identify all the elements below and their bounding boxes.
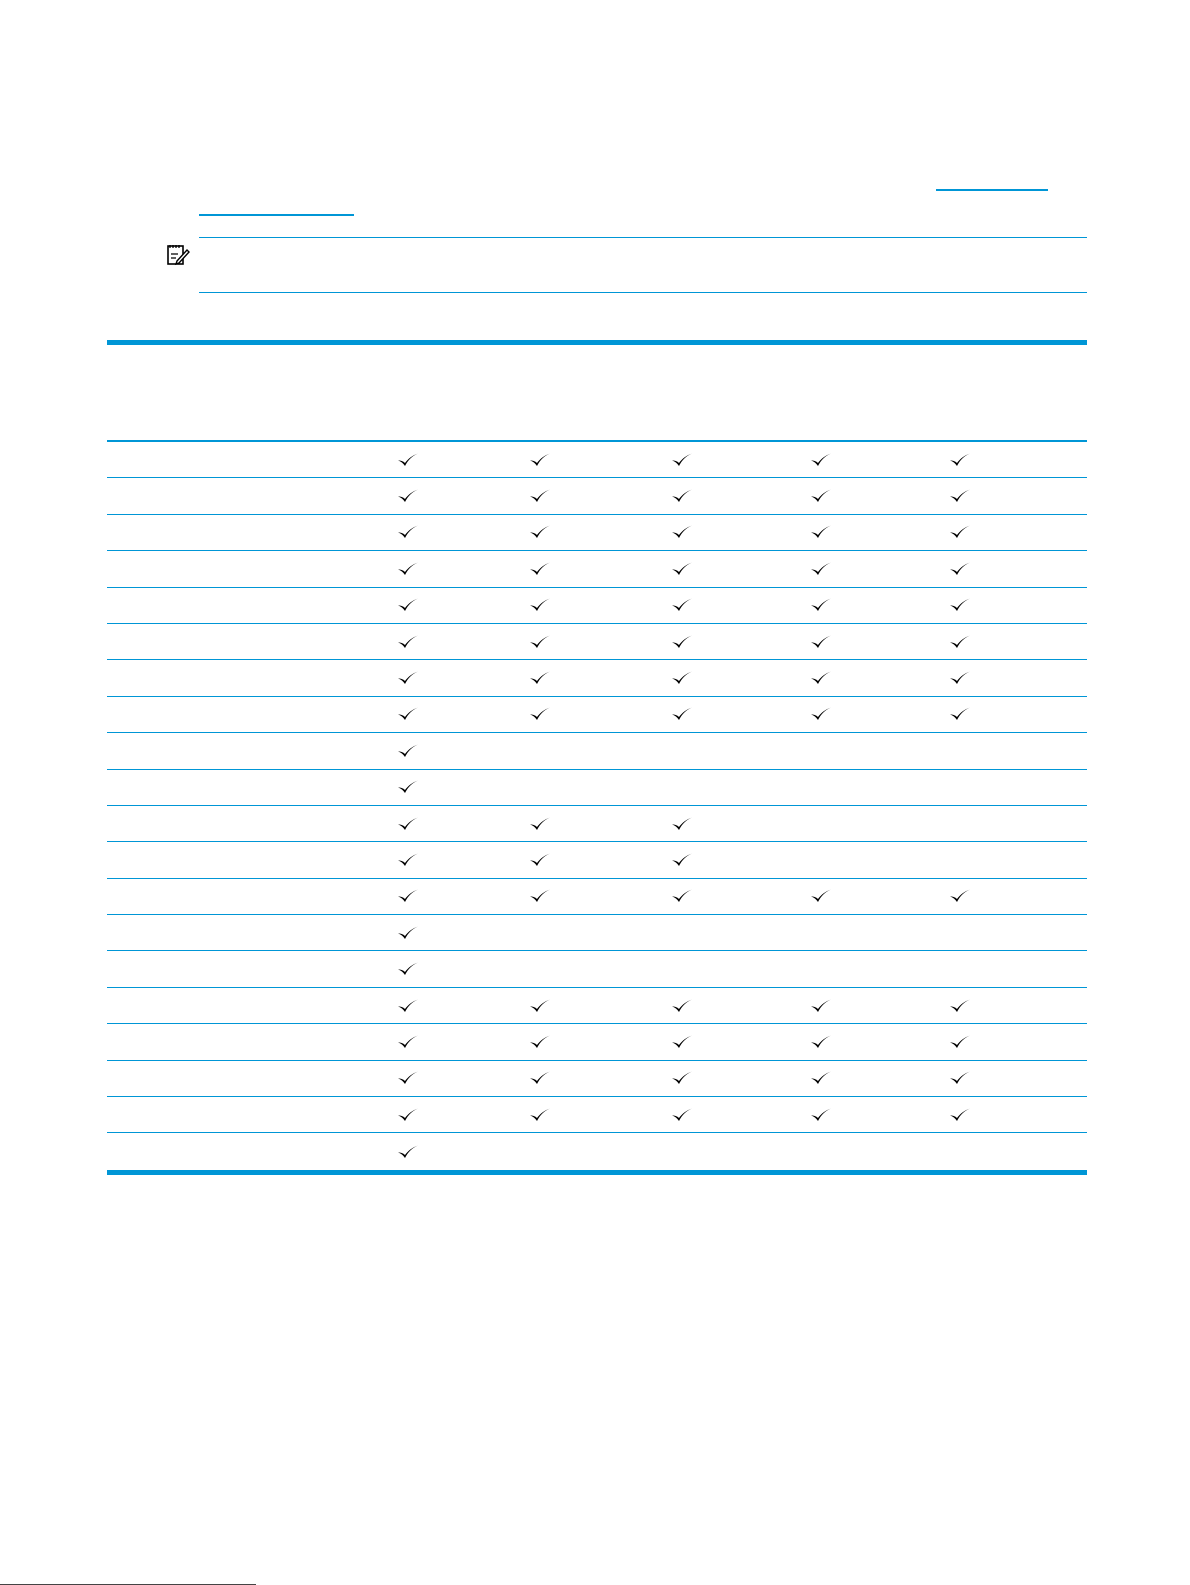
table-cell	[388, 624, 428, 659]
check-icon	[397, 706, 419, 722]
table-header	[107, 345, 1087, 440]
table-cell	[801, 588, 841, 623]
check-icon	[810, 597, 832, 613]
table-cell	[662, 551, 702, 586]
table-cell	[388, 770, 428, 805]
check-icon	[671, 1070, 693, 1086]
table-cell	[940, 1061, 980, 1096]
check-icon	[671, 634, 693, 650]
table-cell	[940, 1133, 980, 1169]
check-icon	[397, 561, 419, 577]
check-icon	[671, 561, 693, 577]
check-icon	[397, 743, 419, 759]
check-icon	[397, 452, 419, 468]
table-cell	[940, 697, 980, 732]
table-row	[107, 770, 1087, 806]
table-cell	[662, 879, 702, 914]
table-cell	[520, 1133, 560, 1169]
table-row	[107, 733, 1087, 769]
table-cell	[520, 515, 560, 550]
check-icon	[529, 706, 551, 722]
check-icon	[529, 852, 551, 868]
table-cell	[388, 478, 428, 513]
table-row	[107, 515, 1087, 551]
check-icon	[671, 597, 693, 613]
table-cell	[801, 478, 841, 513]
table-cell	[388, 879, 428, 914]
table-cell	[940, 951, 980, 986]
table-cell	[940, 1024, 980, 1059]
table-bottom-border	[107, 1170, 1087, 1175]
table-cell	[801, 660, 841, 695]
check-icon	[397, 925, 419, 941]
table-cell	[801, 442, 841, 477]
note-bottom-rule	[199, 292, 1087, 293]
check-icon	[949, 1070, 971, 1086]
table-cell	[662, 515, 702, 550]
link-underline[interactable]	[199, 214, 354, 216]
check-icon	[949, 888, 971, 904]
check-icon	[810, 634, 832, 650]
check-icon	[529, 998, 551, 1014]
table-cell	[662, 1097, 702, 1132]
table-cell	[662, 733, 702, 768]
table-cell	[940, 660, 980, 695]
table-row	[107, 951, 1087, 987]
check-icon	[810, 1070, 832, 1086]
check-icon	[529, 670, 551, 686]
table-cell	[388, 733, 428, 768]
table-cell	[940, 515, 980, 550]
table-cell	[940, 551, 980, 586]
table-cell	[801, 879, 841, 914]
check-icon	[671, 452, 693, 468]
check-icon	[810, 488, 832, 504]
table-cell	[662, 951, 702, 986]
check-icon	[671, 888, 693, 904]
table-cell	[520, 770, 560, 805]
check-icon	[949, 561, 971, 577]
table-cell	[940, 588, 980, 623]
table-cell	[520, 588, 560, 623]
table-cell	[801, 733, 841, 768]
table-cell	[662, 588, 702, 623]
table-row	[107, 1061, 1087, 1097]
table-cell	[388, 806, 428, 841]
check-icon	[529, 816, 551, 832]
table-cell	[662, 1061, 702, 1096]
check-icon	[397, 1034, 419, 1050]
table-cell	[520, 915, 560, 950]
check-icon	[397, 524, 419, 540]
table-cell	[801, 515, 841, 550]
check-icon	[529, 561, 551, 577]
check-icon	[810, 524, 832, 540]
check-icon	[671, 524, 693, 540]
table-row	[107, 697, 1087, 733]
link-underline[interactable]	[936, 189, 1048, 191]
table-row	[107, 660, 1087, 696]
check-icon	[529, 1070, 551, 1086]
table-cell	[801, 1097, 841, 1132]
table-cell	[662, 915, 702, 950]
table-cell	[388, 842, 428, 877]
table-cell	[801, 624, 841, 659]
table-cell	[520, 951, 560, 986]
check-icon	[397, 1070, 419, 1086]
check-icon	[949, 452, 971, 468]
table-cell	[520, 988, 560, 1023]
table-cell	[940, 879, 980, 914]
note-icon	[166, 242, 190, 266]
check-icon	[529, 1107, 551, 1123]
table-cell	[388, 988, 428, 1023]
check-icon	[949, 488, 971, 504]
table-cell	[801, 842, 841, 877]
table-cell	[662, 770, 702, 805]
table-cell	[801, 951, 841, 986]
table-cell	[801, 806, 841, 841]
table-cell	[940, 806, 980, 841]
table-cell	[520, 697, 560, 732]
table-cell	[662, 442, 702, 477]
table-cell	[662, 988, 702, 1023]
table-cell	[520, 1097, 560, 1132]
table-row	[107, 1133, 1087, 1169]
check-icon	[397, 634, 419, 650]
table-cell	[388, 951, 428, 986]
check-icon	[529, 888, 551, 904]
table-body	[107, 442, 1087, 1170]
check-icon	[397, 1144, 419, 1160]
check-icon	[397, 852, 419, 868]
table-cell	[801, 1133, 841, 1169]
check-icon	[810, 561, 832, 577]
table-cell	[801, 697, 841, 732]
check-icon	[810, 888, 832, 904]
table-row	[107, 624, 1087, 660]
check-icon	[810, 670, 832, 686]
check-icon	[529, 1034, 551, 1050]
check-icon	[949, 524, 971, 540]
table-cell	[940, 442, 980, 477]
check-icon	[810, 998, 832, 1014]
table-cell	[520, 624, 560, 659]
table-cell	[388, 442, 428, 477]
table-row	[107, 1024, 1087, 1060]
check-icon	[949, 634, 971, 650]
table-row	[107, 588, 1087, 624]
table-cell	[388, 660, 428, 695]
check-icon	[671, 998, 693, 1014]
table-cell	[662, 697, 702, 732]
table-row	[107, 915, 1087, 951]
table-row	[107, 806, 1087, 842]
check-icon	[671, 852, 693, 868]
table-cell	[520, 842, 560, 877]
table-cell	[388, 1024, 428, 1059]
check-icon	[529, 634, 551, 650]
table-cell	[520, 1024, 560, 1059]
table-cell	[940, 733, 980, 768]
check-icon	[949, 706, 971, 722]
check-icon	[810, 1034, 832, 1050]
table-row	[107, 1097, 1087, 1133]
table-cell	[940, 624, 980, 659]
check-icon	[397, 488, 419, 504]
table-cell	[388, 697, 428, 732]
table-cell	[801, 988, 841, 1023]
check-icon	[949, 670, 971, 686]
check-icon	[949, 998, 971, 1014]
table-row	[107, 842, 1087, 878]
table-cell	[940, 915, 980, 950]
check-icon	[397, 816, 419, 832]
check-icon	[529, 452, 551, 468]
table-cell	[801, 1024, 841, 1059]
table-cell	[801, 915, 841, 950]
table-cell	[940, 770, 980, 805]
table-cell	[662, 1024, 702, 1059]
check-icon	[397, 1107, 419, 1123]
table-row	[107, 478, 1087, 514]
check-icon	[397, 779, 419, 795]
check-icon	[810, 1107, 832, 1123]
table-cell	[388, 915, 428, 950]
table-row	[107, 988, 1087, 1024]
table-cell	[662, 806, 702, 841]
check-icon	[671, 488, 693, 504]
check-icon	[529, 488, 551, 504]
table-cell	[520, 806, 560, 841]
check-icon	[671, 706, 693, 722]
table-cell	[662, 842, 702, 877]
table-cell	[662, 624, 702, 659]
check-icon	[397, 670, 419, 686]
check-icon	[949, 1107, 971, 1123]
table-cell	[388, 1097, 428, 1132]
table-cell	[940, 1097, 980, 1132]
check-icon	[810, 706, 832, 722]
table-cell	[520, 733, 560, 768]
check-icon	[671, 816, 693, 832]
table-cell	[520, 442, 560, 477]
check-icon	[397, 597, 419, 613]
check-icon	[671, 1107, 693, 1123]
table-cell	[520, 478, 560, 513]
table-cell	[940, 988, 980, 1023]
table-cell	[801, 551, 841, 586]
table-cell	[662, 1133, 702, 1169]
note-top-rule	[199, 237, 1087, 238]
table-cell	[801, 770, 841, 805]
table-cell	[801, 1061, 841, 1096]
table-row	[107, 442, 1087, 478]
check-icon	[397, 998, 419, 1014]
table-cell	[940, 842, 980, 877]
table-cell	[388, 515, 428, 550]
check-icon	[529, 524, 551, 540]
check-icon	[671, 670, 693, 686]
check-icon	[671, 1034, 693, 1050]
table-cell	[520, 1061, 560, 1096]
check-icon	[810, 452, 832, 468]
check-icon	[949, 597, 971, 613]
table-cell	[388, 1061, 428, 1096]
table-cell	[388, 1133, 428, 1169]
table-cell	[520, 551, 560, 586]
check-icon	[397, 888, 419, 904]
check-icon	[529, 597, 551, 613]
table-cell	[520, 660, 560, 695]
table-row	[107, 551, 1087, 587]
table-cell	[388, 551, 428, 586]
table-cell	[520, 879, 560, 914]
table-cell	[940, 478, 980, 513]
table-cell	[388, 588, 428, 623]
check-icon	[397, 961, 419, 977]
table-cell	[662, 660, 702, 695]
support-table	[107, 340, 1087, 1175]
table-row	[107, 879, 1087, 915]
check-icon	[949, 1034, 971, 1050]
table-cell	[662, 478, 702, 513]
